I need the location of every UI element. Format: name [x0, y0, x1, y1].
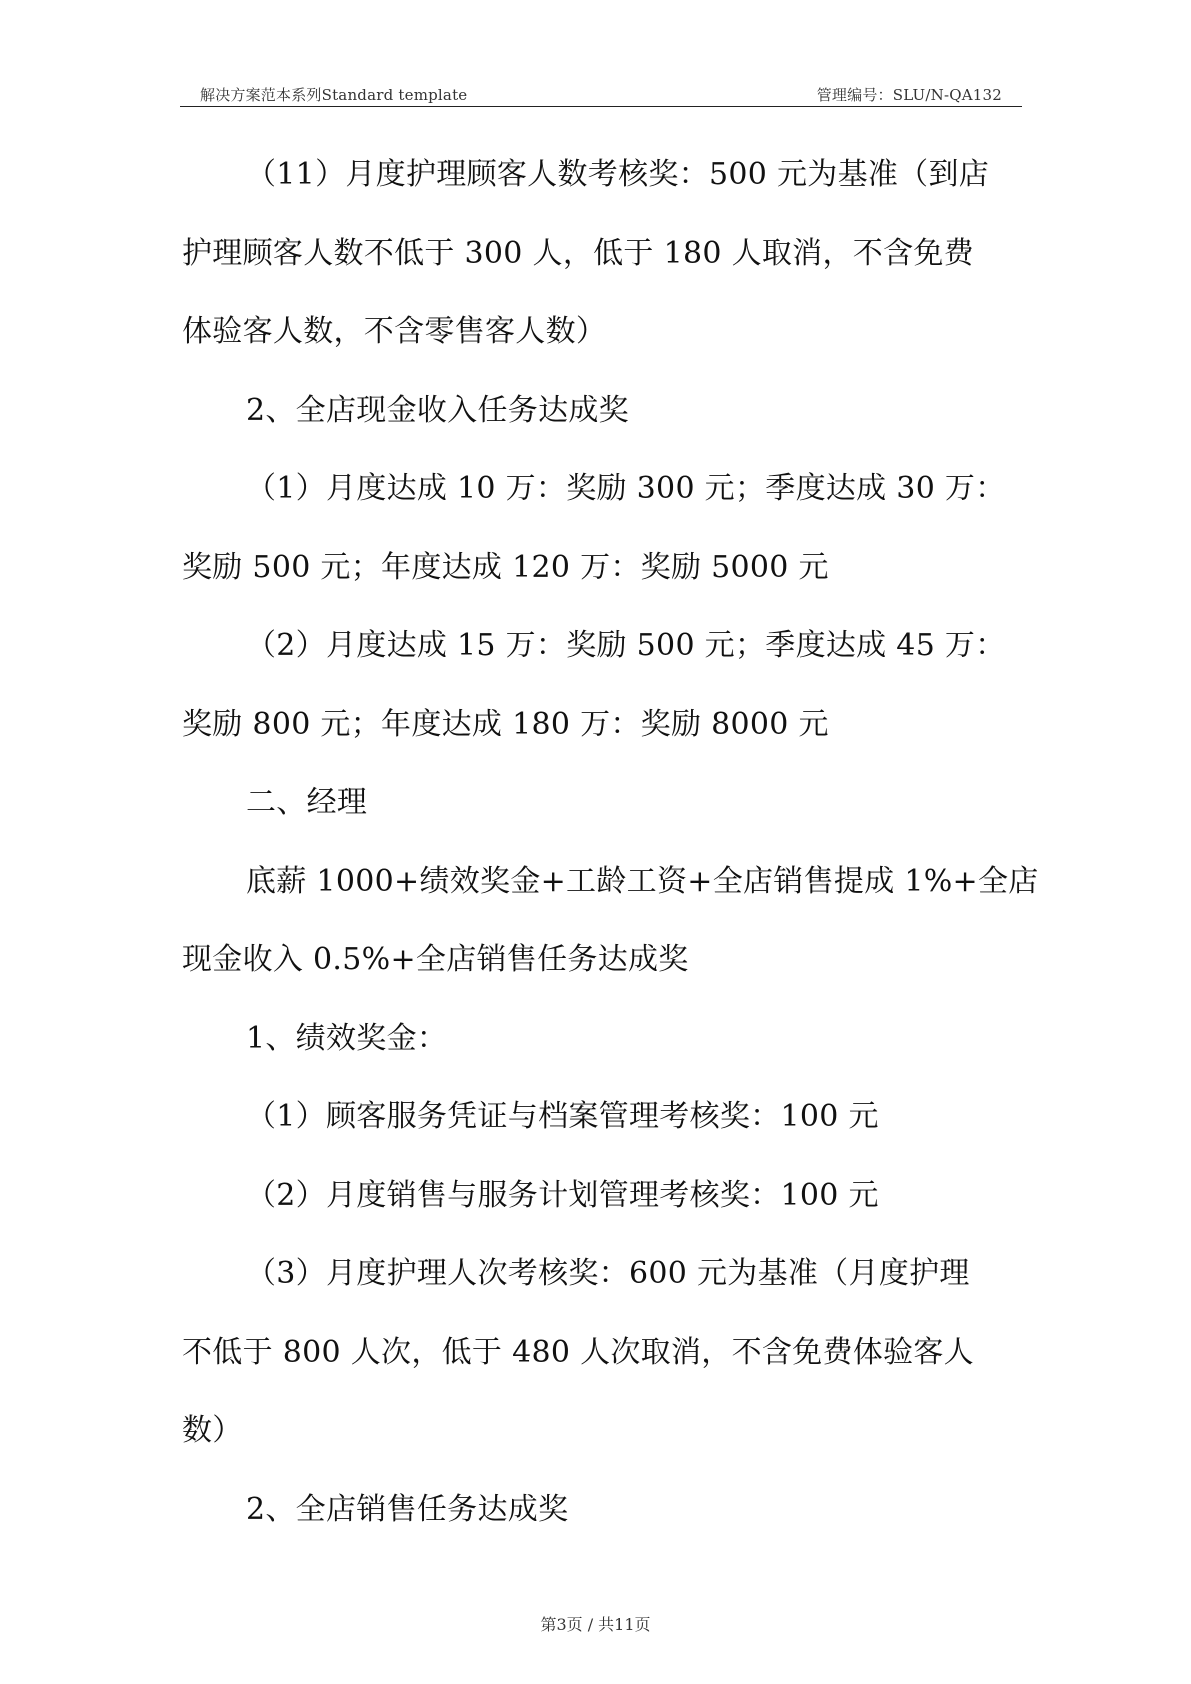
section-heading: 2、全店销售任务达成奖 — [246, 1491, 569, 1527]
paragraph-line: 数） — [182, 1413, 243, 1448]
paragraph-line: （3）月度护理人次考核奖：600 元为基准（月度护理 — [246, 1256, 970, 1291]
paragraph-line: （1）月度达成 10 万：奖励 300 元；季度达成 30 万： — [246, 471, 1006, 506]
page-header — [180, 84, 1022, 107]
paragraph-line: 体验客人数，不含零售客人数） — [182, 314, 607, 349]
page-number: 第3页 / 共11页 — [540, 1615, 651, 1634]
paragraph-line: 护理顾客人数不低于 300 人，低于 180 人取消，不含免费 — [182, 235, 974, 271]
paragraph-line: 奖励 500 元；年度达成 120 万：奖励 5000 元 — [182, 549, 829, 585]
paragraph-line: （11）月度护理顾客人数考核奖：500 元为基准（到店 — [246, 157, 990, 192]
paragraph-line: （2）月度销售与服务计划管理考核奖：100 元 — [246, 1177, 879, 1213]
header-title: 解决方案范本系列Standard template — [200, 86, 468, 104]
paragraph-line: 现金收入 0.5%+全店销售任务达成奖 — [182, 942, 689, 977]
section-heading: 2、全店现金收入任务达成奖 — [246, 392, 629, 428]
paragraph-line: （2）月度达成 15 万：奖励 500 元；季度达成 45 万： — [246, 628, 1006, 663]
paragraph-line: 底薪 1000+绩效奖金+工龄工资+全店销售提成 1%+全店 — [246, 863, 1039, 899]
paragraph-line: 奖励 800 元；年度达成 180 万：奖励 8000 元 — [182, 706, 829, 742]
paragraph-line: （1）顾客服务凭证与档案管理考核奖：100 元 — [246, 1099, 879, 1134]
header-document-number: 管理编号：SLU/N-QA132 — [816, 86, 1002, 104]
document-body — [182, 150, 1039, 1563]
section-heading: 二、经理 — [246, 785, 368, 820]
paragraph-line: 不低于 800 人次，低于 480 人次取消，不含免费体验客人 — [182, 1334, 974, 1370]
section-heading: 1、绩效奖金： — [246, 1020, 448, 1056]
